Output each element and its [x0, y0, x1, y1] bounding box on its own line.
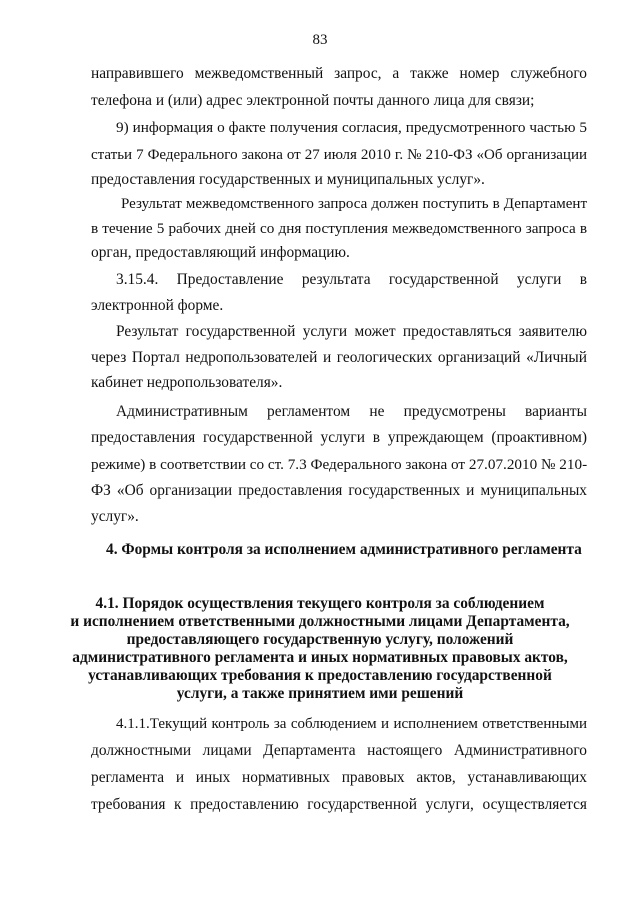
text-line: 9) информация о факте получения согласия, предусмотренного частью 5 [116, 119, 587, 136]
text-line: Административным регламентом не предусмотрены варианты [116, 403, 587, 420]
text-line: 4.1.1.Текущий контроль за соблюдением и исполнением ответственными [116, 716, 587, 732]
subsection-heading-line: услуги, а также принятием ими решений [176, 685, 464, 702]
text-line: регламента и иных нормативных правовых актов, устанавливающих [91, 769, 587, 786]
text-line: Результат государственной услуги может предоставляться заявителю [116, 323, 587, 340]
text-line: должностными лицами Департамента настоящего Административного [91, 742, 587, 759]
text-line: кабинет недропользователя». [91, 374, 283, 391]
text-line: предоставления государственных и муниципальных услуг». [91, 171, 485, 188]
text-line: в течение 5 рабочих дней со дня поступления межведомственного запроса в [91, 220, 587, 237]
text-line: телефона и (или) адрес электронной почты данного лица для связи; [91, 92, 535, 109]
subsection-heading-line: предоставляющего государственную услугу, положений [126, 631, 514, 648]
page-number: 83 [312, 32, 328, 48]
text-line: требования к предоставлению государственной услуги, осуществляется [91, 796, 587, 813]
text-line: ФЗ «Об организации предоставления государственных и муниципальных [91, 482, 587, 499]
subsection-heading-line: и исполнением ответственными должностными лицами Департамента, [70, 613, 570, 630]
text-line: 3.15.4. Предоставление результата государственной услуги в [116, 271, 587, 288]
text-line: Результат межведомственного запроса должен поступить в Департамент [121, 196, 587, 212]
text-line: орган, предоставляющий информацию. [91, 244, 350, 261]
subsection-heading-line: 4.1. Порядок осуществления текущего контроля за соблюдением [95, 595, 545, 612]
text-line: предоставления государственной услуги в упреждающем (проактивном) [91, 429, 587, 446]
text-line: электронной форме. [91, 297, 224, 314]
subsection-heading-line: устанавливающих требования к предоставлению государственной [88, 667, 552, 684]
text-line: через Портал недропользователей и геологических организаций «Личный [91, 349, 587, 366]
subsection-heading-line: административного регламента и иных нормативных правовых актов, [72, 649, 568, 666]
text-line: направившего межведомственный запрос, а также номер служебного [91, 65, 587, 82]
section-heading: 4. Формы контроля за исполнением административного регламента [106, 541, 582, 558]
text-line: услуг». [91, 508, 139, 525]
text-line: режиме) в соответствии со ст. 7.3 Федерального закона от 27.07.2010 № 210- [91, 456, 588, 473]
text-line: статьи 7 Федерального закона от 27 июля 2010 г. № 210-ФЗ «Об организации [91, 147, 587, 163]
